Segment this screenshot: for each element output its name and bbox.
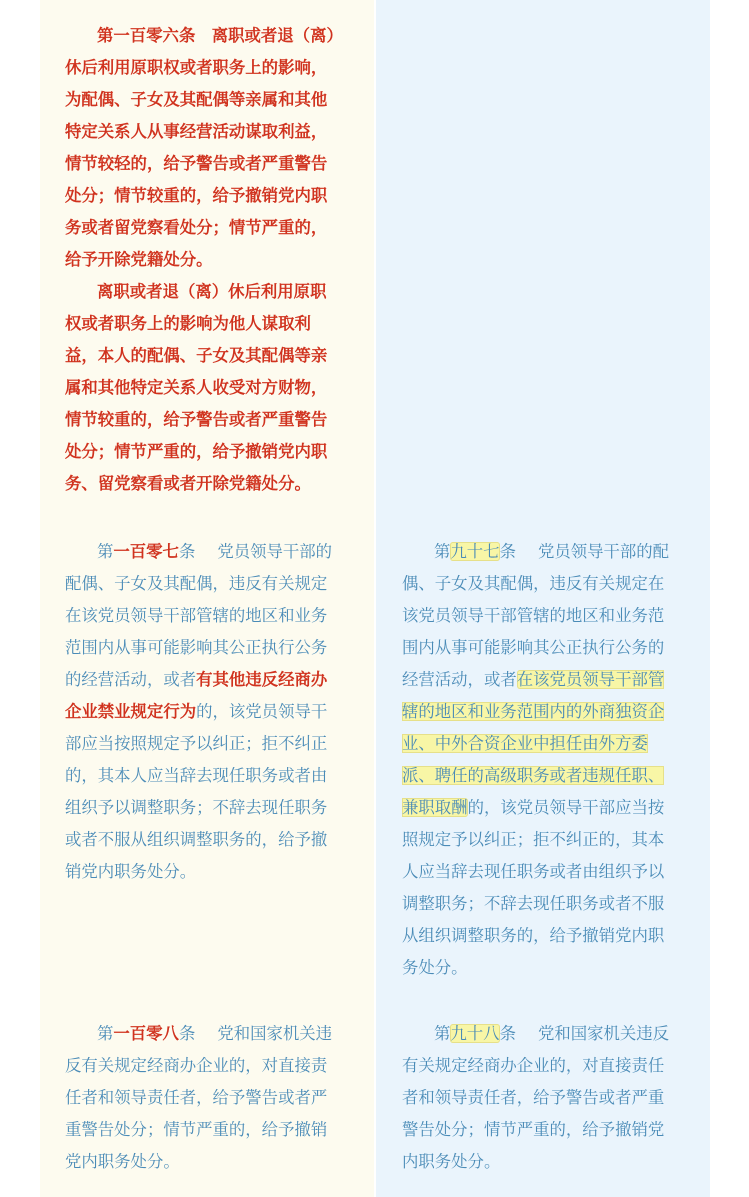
article-98-number: 九十八 xyxy=(450,1024,500,1043)
article-107-body-2: 的，该党员领导干 部应当按照规定予以纠正；拒不纠正 的，其本人应当辞去现任职务或者由 组织予以调整职务；不辞去现任职务 或者不服从组织调整职务的，给予撤 销党内职务处分。 xyxy=(65,702,328,881)
article-98-body: 党和国家机关违反 有关规定经商办企业的，对直接责任 者和领导责任者，给予警告或者严重 警告处分；情节严重的，给予撤销党 内职务处分。 xyxy=(402,1024,670,1171)
article-97-emphasis: 在该党员领导干部管 辖的地区和业务范围内的外商独资企 业、中外合资企业中担任由外方委 派、聘任的高级职务或者违规任职、 兼职取酬 xyxy=(402,670,665,817)
article-98-suffix: 条 xyxy=(499,1024,516,1043)
article-107-body-1: 党员领导干部的 配偶、子女及其配偶，违反有关规定 在该党员领导干部管辖的地区和业务 范围内从事可能影响其公正执行公务 的经营活动，或者 xyxy=(65,542,333,689)
article-97-body-1: 党员领导干部的配 偶、子女及其配偶，违反有关规定在 该党员领导干部管辖的地区和业务范 围内从事可能影响其公正执行公务的 经营活动，或者 xyxy=(402,542,670,689)
article-106-paragraph-2-text: 离职或者退（离）休后利用原职 权或者职务上的影响为他人谋取利 益，本人的配偶、子女及其配偶等亲 属和其他特定关系人收受对方财物， 情节较重的，给予警告或者严重警告 处分；情节严重的，给予撤销党内职 务、留党察看或者开除党籍处分。 xyxy=(65,282,328,493)
article-98 xyxy=(402,1018,702,1178)
article-106-paragraph-2 xyxy=(65,276,365,500)
article-97-prefix: 第 xyxy=(434,542,451,561)
article-106-paragraph-1-text: 第一百零六条 离职或者退（离） 休后利用原职权或者职务上的影响， 为配偶、子女及其配偶等亲属和其他 特定关系人从事经营活动谋取利益， 情节较轻的，给予警告或者严重警告 处分；情节较重的，给予撤销党内职 务或者留党察看处分；情节严重的， 给予开除党籍处分。 xyxy=(65,26,343,269)
article-107 xyxy=(65,536,365,888)
article-97-number: 九十七 xyxy=(450,542,500,561)
article-107-suffix: 条 xyxy=(178,542,196,561)
article-106-paragraph-1 xyxy=(65,20,365,276)
article-108-body: 党和国家机关违 反有关规定经商办企业的，对直接责 任者和领导责任者，给予警告或者严 重警告处分；情节严重的，给予撤销 党内职务处分。 xyxy=(65,1024,333,1171)
article-98-prefix: 第 xyxy=(434,1024,451,1043)
article-107-number: 一百零七 xyxy=(113,542,179,561)
article-97-body-2: 的，该党员领导干部应当按 照规定予以纠正；拒不纠正的，其本 人应当辞去现任职务或者由组织予以 调整职务；不辞去现任职务或者不服 从组织调整职务的，给予撤销党内职 务处分。 xyxy=(402,798,665,977)
article-108-prefix: 第 xyxy=(97,1024,114,1043)
article-108 xyxy=(65,1018,365,1178)
article-108-number: 一百零八 xyxy=(113,1024,179,1043)
article-107-emphasis: 有其他违反经商办 企业禁业规定行为 xyxy=(65,670,328,721)
article-108-suffix: 条 xyxy=(178,1024,196,1043)
article-97 xyxy=(402,536,702,984)
article-107-prefix: 第 xyxy=(97,542,114,561)
article-97-suffix: 条 xyxy=(499,542,516,561)
